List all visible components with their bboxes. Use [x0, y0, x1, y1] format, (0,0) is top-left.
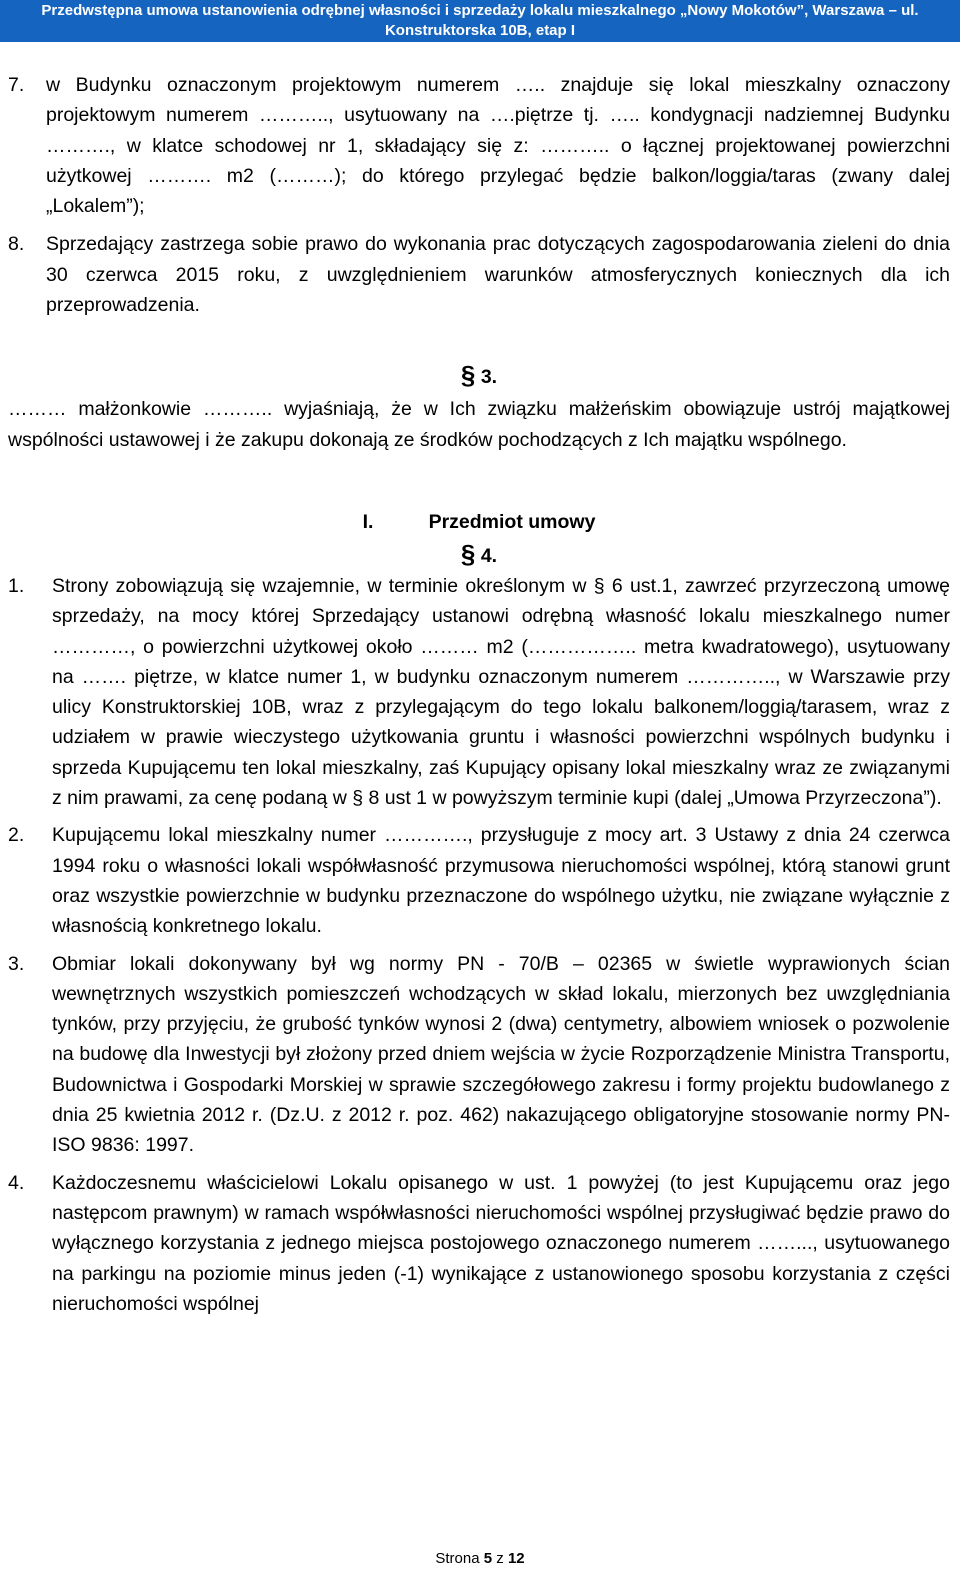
item-number: 1.: [8, 574, 25, 597]
header-line-2: Konstruktorska 10B, etap I: [384, 22, 576, 39]
section-number: 4.: [480, 544, 498, 567]
header-line-1: Przedwstępna umowa ustanowienia odrębnej własności i sprzedaży lokalu mieszkalnego „Nowy Mokotów”, Warszawa – ul.: [41, 2, 919, 19]
item-text: Strony zobowiązują się wzajemnie, w terminie określonym w § 6 ust.1, zawrzeć przyrzeczoną umowę sprzedaży, na mocy której Sprzedający ustanowi odrębną własność lokalu mieszkalnego numer …………, o powierzchni użytkowej około ……… m2 (…………….. metra kwadratowego), usytuowany na ……. piętrze, w klatce numer 1, w budynku oznaczonym numerem ………….., w Warszawie przy ulicy Konstruktorskiej 10B, wraz z przylegającym do tego lokalu balkonem/loggią/tarasem, wraz z udziałem w prawie wieczystego użytkowania gruntu i własności powierzchni wspólnych budynku i sprzeda Kupującemu ten lokal mieszkalny, zaś Kupujący opisany lokal mieszkalny wraz ze związanymi z nim prawami, za cenę podaną w § 8 ust 1 w powyższym terminie kupi (dalej „Umowa Przyrzeczona”).: [52, 574, 950, 810]
page-separator: z: [496, 1550, 504, 1567]
clause-number: 7.: [8, 74, 25, 96]
clause-text: Sprzedający zastrzega sobie prawo do wykonania prac dotyczących zagospodarowania zieleni do dnia 30 czerwca 2015 roku, z uwzględnieniem warunków atmosferycznych koniecznych dla ich przeprowadzenia.: [46, 233, 950, 317]
marriage-paragraph: ……… małżonkowie ……….. wyjaśniają, że w Ich związku małżeńskim obowiązuje ustrój majątkowej wspólności ustawowej i że zakupu dokonają ze środków pochodzących z Ich majątku wspólnego.: [8, 398, 950, 451]
chapter-title: Przedmiot umowy: [428, 510, 596, 533]
section-mark: §: [460, 360, 476, 391]
article-item-1: [8, 571, 950, 813]
page-current: 5: [483, 1550, 493, 1567]
article-item-4: [8, 1168, 950, 1319]
page-footer: [0, 1550, 960, 1567]
article-item-3: [8, 949, 950, 1161]
article-item-2: [8, 820, 950, 941]
section-mark: §: [460, 538, 476, 569]
section-number: 3.: [480, 366, 498, 389]
clause-8: [8, 229, 950, 320]
item-number: 2.: [8, 824, 25, 847]
item-text: Obmiar lokali dokonywany był wg normy PN - 70/B – 02365 w świetle wyprawionych ścian wewnętrznych wszystkich pomieszczeń wchodzących w skład lokalu, mierzonych bez uwzględniania tynków, przy przyjęciu, że grubość tynków wynosi 2 (dwa) centymetry, albowiem wniosek o pozwolenie na budowę dla Inwestycji był złożony przed dniem wejścia w życie Rozporządzenie Ministra Transportu, Budownictwa i Gospodarki Morskiej w sprawie szczegółowego zakresu i formy projektu budowlanego z dnia 25 kwietnia 2012 r. (Dz.U. z 2012 r. poz. 462) nakazującego obligatoryjne stosowanie normy PN-ISO 9836: 1997.: [52, 952, 950, 1157]
document-header: [0, 0, 960, 42]
clause-text: w Budynku oznaczonym projektowym numerem ….. znajduje się lokal mieszkalny oznaczony projektowym numerem ……….., usytuowany na ….piętrze tj. ….. kondygnacji nadziemnej Budynku ………., w klatce schodowej nr 1, składający się z: ……….. o łącznej projektowanej powierzchni użytkowej ………. m2 (………); do którego przylegać będzie balkon/loggia/taras (zwany dalej „Lokalem”);: [46, 74, 950, 218]
page-total: 12: [507, 1550, 525, 1567]
item-number: 3.: [8, 952, 25, 975]
chapter-heading: [8, 507, 950, 537]
section-4-heading: [8, 539, 950, 571]
item-text: Kupującemu lokal mieszkalny numer …………., przysługuje z mocy art. 3 Ustawy z dnia 24 czerwca 1994 roku o własności lokali współwłasność przymusowa nieruchomości wspólnej, którą stanowi grunt oraz wszystkie powierzchnie w budynku przeznaczone do wspólnego użytku, nie związane wyłącznie z własnością konkretnego lokalu.: [52, 824, 950, 938]
section-3-heading: [8, 360, 950, 392]
chapter-numeral: I.: [362, 510, 374, 533]
item-text: Każdoczesnemu właścicielowi Lokalu opisanego w ust. 1 powyżej (to jest Kupującemu oraz jego następcom prawnym) w ramach współwłasności nieruchomości wspólnej przysługiwać będzie prawo do wyłącznego korzystania z jednego miejsca postojowego oznaczonego numerem ……..., usytuowanego na parkingu na poziomie minus jeden (-1) wynikające z ustanowionego sposobu korzystania z części nieruchomości wspólnej: [52, 1171, 950, 1315]
document-body: [8, 70, 950, 1319]
clause-number: 8.: [8, 233, 25, 256]
clause-7: [8, 70, 950, 221]
page-label: Strona: [435, 1550, 480, 1567]
item-number: 4.: [8, 1171, 25, 1194]
